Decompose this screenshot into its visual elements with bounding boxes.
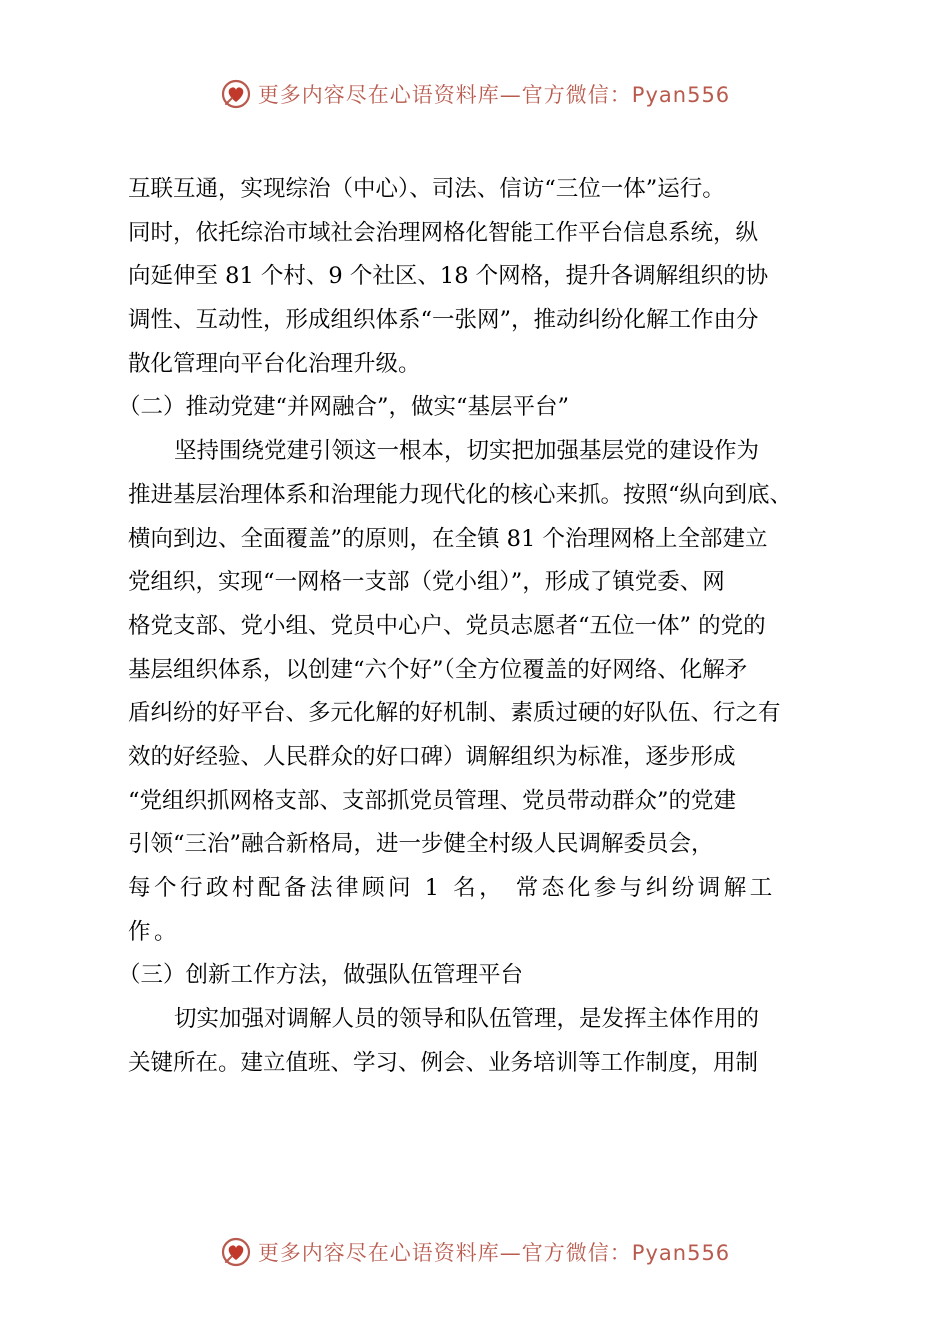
paragraph-line: 关键所在。建立值班、学习、例会、业务培训等工作制度，用制 — [128, 1049, 759, 1076]
paragraph-line: 互联互通，实现综治（中心）、司法、信访“三位一体”运行。 — [128, 176, 725, 202]
paragraph-line: 引领“三治”融合新格局，进一步健全村级人民调解委员会， — [128, 831, 714, 858]
section-heading-3: （三）创新工作方法，做强队伍管理平台 — [118, 962, 524, 989]
paragraph-line: 散化管理向平台化治理升级。 — [128, 350, 421, 377]
paragraph-line: 效的好经验、人民群众的好口碑）调解组织为标准，逐步形成 — [128, 743, 736, 770]
paragraph-line: 格党支部、党小组、党员中心户、党员志愿者“五位一体” 的党的 — [128, 612, 766, 639]
paragraph-line: 向延伸至 81 个村、9 个社区、18 个网格，提升各调解组织的协 — [128, 263, 769, 290]
paragraph-line: 每个行政村配备法律顾问 1 名， 常态化参与纠纷调解工 — [128, 875, 776, 901]
section-heading-2: （二）推动党建“并网融合”，做实“基层平台” — [118, 394, 570, 421]
document-body — [118, 168, 848, 1085]
heart-seal-logo-icon — [220, 1236, 252, 1268]
paragraph-line: 横向到边、全面覆盖”的原则，在全镇 81 个治理网格上全部建立 — [128, 525, 768, 552]
header-banner — [0, 74, 950, 114]
paragraph-line: 同时，依托综治市域社会治理网格化智能工作平台信息系统，纵 — [128, 219, 759, 246]
paragraph-line: 推进基层治理体系和治理能力现代化的核心来抓。按照“纵向到底、 — [128, 481, 793, 508]
paragraph-line: 坚持围绕党建引领这一根本，切实把加强基层党的建设作为 — [174, 438, 760, 465]
paragraph-line: 党组织，实现“一网格一支部（党小组）”，形成了镇党委、网 — [128, 569, 725, 596]
footer-banner — [0, 1232, 950, 1272]
footer-banner-text: 更多内容尽在心语资料库—官方微信：Pyan556 — [257, 1241, 731, 1265]
paragraph-line: 盾纠纷的好平台、多元化解的好机制、素质过硬的好队伍、行之有 — [128, 700, 781, 727]
header-banner-text: 更多内容尽在心语资料库—官方微信：Pyan556 — [257, 83, 731, 107]
paragraph-line: 作。 — [128, 918, 181, 945]
paragraph-line: 调性、互动性，形成组织体系“一张网”，推动纠纷化解工作由分 — [128, 307, 759, 334]
paragraph-line: “党组织抓网格支部、支部抓党员管理、党员带动群众”的党建 — [128, 787, 737, 814]
heart-seal-logo-icon — [220, 78, 252, 110]
paragraph-line: 切实加强对调解人员的领导和队伍管理，是发挥主体作用的 — [174, 1006, 760, 1033]
paragraph-line: 基层组织体系，以创建“六个好”（全方位覆盖的好网络、化解矛 — [128, 656, 748, 683]
